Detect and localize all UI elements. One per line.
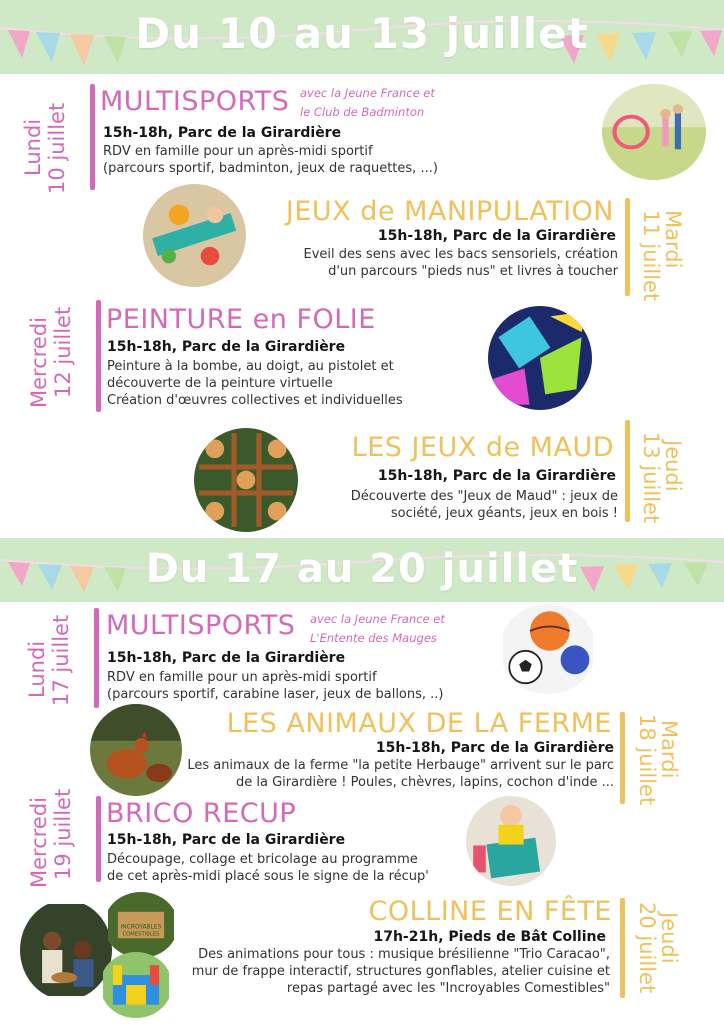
day-label-mardi-18 — [636, 712, 682, 822]
event-time-place: 15h-18h, Parc de la Girardière — [107, 650, 346, 666]
event-divider — [96, 796, 101, 882]
day-name: Mercredi — [27, 796, 51, 888]
event-description: RDV en famille pour un après-midi sportif — [107, 670, 377, 685]
event-title: COLLINE EN FÊTE — [368, 896, 612, 927]
svg-text:COMESTIBLES: COMESTIBLES — [122, 931, 160, 938]
event-description: de la Girardière ! Poules, chèvres, lapins, cochon d'inde ... — [236, 775, 614, 790]
event-time-place: 15h-18h, Parc de la Girardière — [375, 740, 614, 756]
day-label-jeudi-20 — [636, 898, 682, 1008]
day-date: 17 juillet — [49, 614, 73, 706]
week1-banner — [0, 0, 724, 74]
event-divider — [620, 712, 625, 804]
graffiti-photo — [488, 306, 592, 410]
event-time-place: 15h-18h, Parc de la Girardière — [107, 339, 346, 355]
sports-balls-photo — [500, 604, 596, 694]
svg-text:INCROYABLES: INCROYABLES — [120, 923, 162, 931]
event-description: repas partagé avec les "Incroyables Comestibles" — [286, 981, 610, 996]
event-title: LES ANIMAUX DE LA FERME — [226, 708, 612, 739]
children-games-photo — [602, 84, 706, 180]
event-divider — [94, 608, 99, 708]
week2-title: Du 17 au 20 juillet — [145, 546, 579, 592]
day-date: 19 juillet — [51, 788, 75, 880]
event-divider — [625, 198, 630, 296]
event-description: Découverte des "Jeux de Maud" : jeux de — [350, 489, 618, 504]
event-description: Des animations pour tous : musique brésilienne "Trio Caracao", — [198, 947, 610, 962]
event-title: BRICO RECUP — [106, 798, 297, 829]
day-date: 10 juillet — [45, 102, 69, 194]
wooden-games-photo — [194, 428, 298, 532]
day-date: 12 juillet — [51, 306, 75, 398]
event-time-place: 15h-18h, Parc de la Girardière — [377, 468, 616, 484]
event-partners: L'Entente des Mauges — [310, 631, 437, 645]
event-time-place: 15h-18h, Parc de la Girardière — [107, 832, 346, 848]
event-partners: avec la Jeune France et — [300, 86, 435, 100]
event-time-place: 15h-18h, Parc de la Girardière — [103, 125, 342, 141]
event-title: LES JEUX de MAUD — [351, 432, 614, 463]
crafts-photo — [466, 796, 556, 886]
event-description: Peinture à la bombe, au doigt, au pistolet et — [107, 359, 394, 374]
event-divider — [96, 300, 101, 412]
event-description: RDV en famille pour un après-midi sportif — [103, 144, 373, 159]
day-label-mercredi-19 — [27, 788, 75, 916]
event-time-place: 17h-21h, Pieds de Bât Colline — [373, 929, 606, 945]
event-description: mur de frappe interactif, structures gonflables, atelier cuisine et — [191, 964, 610, 979]
day-label-mercredi-12 — [28, 300, 74, 420]
week2-banner — [0, 538, 724, 602]
event-description: Eveil des sens avec les bacs sensoriels, création — [303, 247, 618, 262]
day-name: Jeudi — [657, 912, 681, 964]
event-divider — [625, 420, 630, 522]
day-name: Lundi — [25, 640, 49, 698]
incroyables-comestibles-sign — [104, 892, 178, 958]
week1-title: Du 10 au 13 juillet — [135, 9, 589, 58]
day-date: 20 juillet — [635, 902, 659, 994]
day-label-lundi-17 — [26, 610, 72, 720]
day-date: 11 juillet — [639, 210, 663, 302]
day-label-lundi-10 — [22, 86, 68, 196]
event-description: d'un parcours "pieds nus" et livres à toucher — [328, 264, 618, 279]
day-name: Lundi — [21, 118, 45, 176]
event-divider — [620, 898, 625, 998]
event-title: MULTISPORTS — [106, 610, 296, 641]
bouncy-castle-photo — [100, 952, 172, 1018]
day-date: 18 juillet — [635, 714, 659, 806]
event-divider — [90, 84, 95, 190]
day-date: 13 juillet — [639, 432, 663, 524]
event-partners: avec la Jeune France et — [310, 612, 445, 626]
day-label-mardi-11 — [640, 200, 686, 310]
event-time-place: 15h-18h, Parc de la Girardière — [377, 228, 616, 244]
day-label-jeudi-13 — [640, 424, 686, 534]
event-description: découverte de la peinture virtuelle — [107, 376, 333, 391]
sensory-bin-photo — [143, 184, 246, 287]
day-name: Jeudi — [661, 440, 685, 492]
event-title: PEINTURE en FOLIE — [106, 304, 376, 335]
event-description: (parcours sportif, carabine laser, jeux de ballons, ..) — [107, 687, 444, 702]
event-description: (parcours sportif, badminton, jeux de raquettes, ...) — [103, 161, 438, 176]
event-title: MULTISPORTS — [100, 86, 290, 117]
event-description: de cet après-midi placé sous le signe de la récup' — [107, 869, 429, 884]
event-description: Découpage, collage et bricolage au programme — [107, 852, 418, 867]
festival-music-photo — [20, 900, 112, 1000]
event-description: Création d'œuvres collectives et individuelles — [107, 393, 403, 408]
rooster-photo — [90, 704, 182, 796]
day-name: Mercredi — [27, 316, 51, 408]
event-description: Les animaux de la ferme "la petite Herbauge" arrivent sur le parc — [187, 758, 614, 773]
day-name: Mardi — [657, 720, 681, 779]
event-title: JEUX de MANIPULATION — [285, 196, 614, 227]
day-name: Mardi — [661, 210, 685, 269]
event-description: société, jeux géants, jeux en bois ! — [390, 506, 618, 521]
event-partners: le Club de Badminton — [300, 105, 425, 119]
